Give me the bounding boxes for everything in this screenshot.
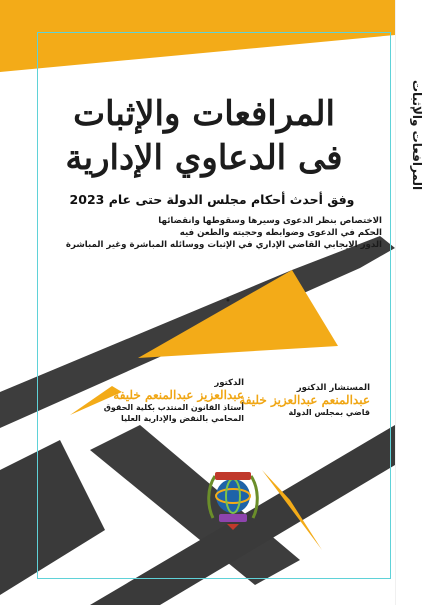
author-2 xyxy=(96,378,244,424)
author-position: قاضي بمجلس الدولة xyxy=(288,408,370,417)
topic-item: الحكم في الدعوى وضوابطه وحجيته والطعن فيه xyxy=(179,228,382,238)
author-position: أستاذ القانون المنتدب بكلية الحقوق xyxy=(103,403,244,412)
author-name: عبدالعزيز عبدالمنعم خليفة xyxy=(113,388,244,402)
book-title xyxy=(34,92,374,180)
title-line-2: فى الدعاوي الإدارية xyxy=(65,138,343,178)
title-line-1: المرافعات والإثبات xyxy=(73,94,335,134)
topics-list xyxy=(52,215,382,251)
author-role: الدكتور xyxy=(214,378,244,388)
spine-title: المرافعات والإثبات xyxy=(410,80,424,190)
topic-item: الدور الايجابي القاضي الإداري في الإثبات ووسائله المباشرة وغير المباشرة xyxy=(65,240,382,250)
author-name: عبدالمنعم عبدالعزيز خليفة xyxy=(239,393,370,407)
left-gray-wedge xyxy=(0,440,105,595)
author-role: المستشار الدكتور xyxy=(296,383,370,393)
author-position: المحامي بالنقض والإدارية العليا xyxy=(120,414,244,423)
topic-item: الاختصاص بنظر الدعوى وسيرها وسقوطها وانقضائها xyxy=(158,216,382,226)
publisher-emblem-icon xyxy=(205,466,261,530)
small-dot xyxy=(227,299,230,302)
book-subtitle: وفق أحدث أحكام مجلس الدولة حتى عام 2023 xyxy=(69,192,355,207)
top-yellow-band xyxy=(0,0,432,72)
